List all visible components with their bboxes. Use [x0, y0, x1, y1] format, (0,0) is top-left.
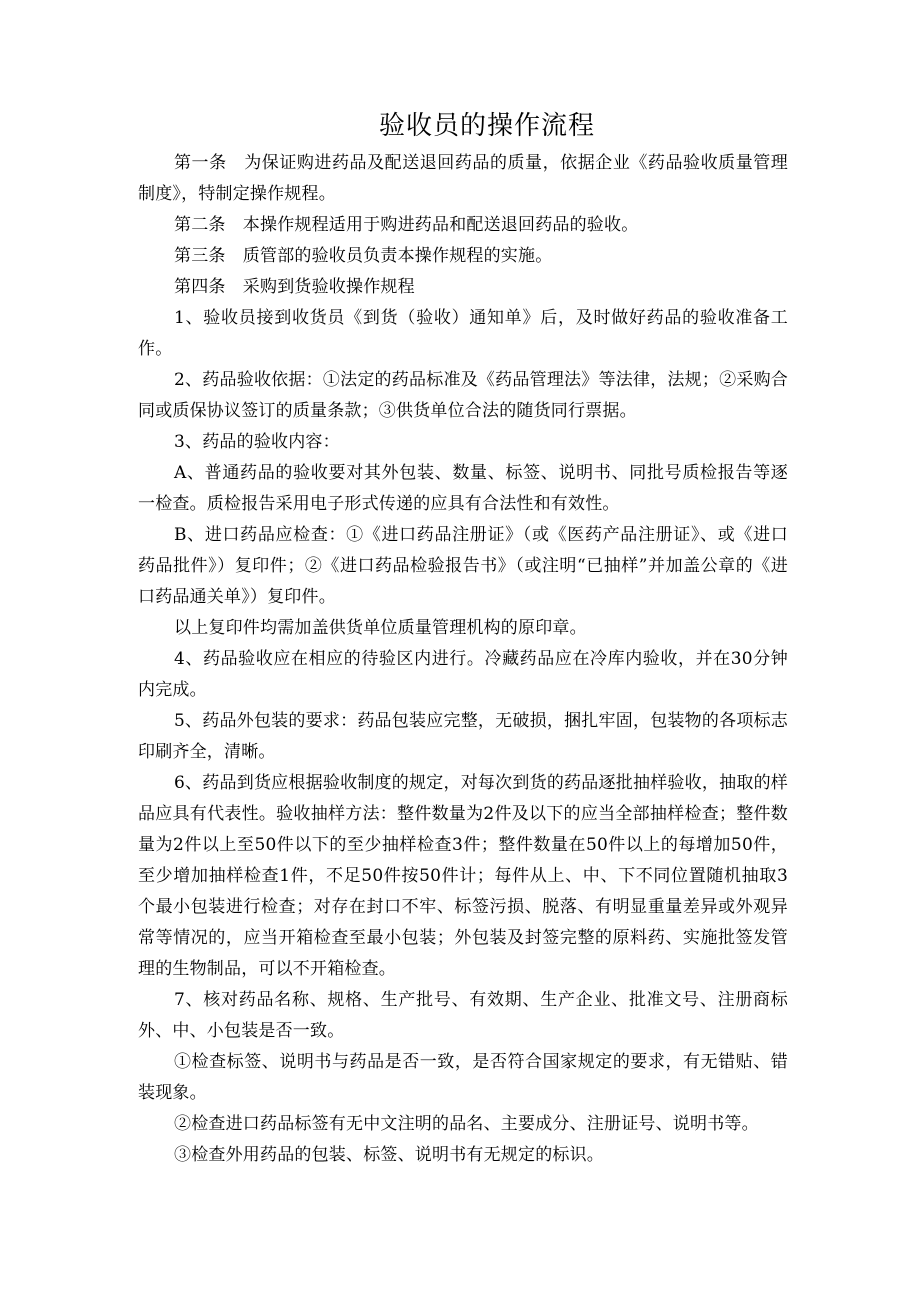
copy-seal-note: 以上复印件均需加盖供货单位质量管理机构的原印章。 — [174, 618, 587, 638]
article-2: 第二条 本操作规程适用于购进药品和配送退回药品的验收。 — [174, 215, 639, 235]
item-7: 7、核对药品名称、规格、生产批号、有效期、生产企业、批准文号、注册商标外、中、小包装是否一致。 — [138, 990, 788, 1041]
item-4: 4、药品验收应在相应的待验区内进行。冷藏药品应在冷库内验收，并在30分钟内完成。 — [138, 649, 788, 700]
document-title: 验收员的操作流程 — [378, 111, 595, 141]
item-7-sub-3: ③检查外用药品的包装、标签、说明书有无规定的标识。 — [174, 1145, 604, 1165]
item-6: 6、药品到货应根据验收制度的规定，对每次到货的药品逐批抽样验收，抽取的样品应具有代表性。验收抽样方法：整件数量为2件及以下的应当全部抽样检查；整件数量为2件以上至50件以下的至少抽样检查3件；整件数量在50件以上的每增加50件，至少增加抽样检查1件，不足50件按50件计；每件从上、中、下不同位置随机抽取3个最小包装进行检查；对存在封口不牢、标签污损、脱落、有明显重量差异或外观异常等情况的，应当开箱检查至最小包装；外包装及封签完整的原料药、实施批签发管理的生物制品，可以不开箱检查。 — [138, 773, 788, 979]
item-3-a: A、普通药品的验收要对其外包装、数量、标签、说明书、同批号质检报告等逐一检查。质检报告采用电子形式传递的应具有合法性和有效性。 — [138, 463, 788, 514]
article-4-heading: 第四条 采购到货验收操作规程 — [174, 277, 415, 297]
article-1: 第一条 为保证购进药品及配送退回药品的质量，依据企业《药品验收质量管理制度》，特制定操作规程。 — [138, 153, 788, 204]
item-7-sub-1: ①检查标签、说明书与药品是否一致，是否符合国家规定的要求，有无错贴、错装现象。 — [138, 1052, 788, 1103]
item-1: 1、验收员接到收货员《到货（验收）通知单》后，及时做好药品的验收准备工作。 — [138, 308, 788, 359]
item-3: 3、药品的验收内容： — [174, 432, 340, 452]
item-5: 5、药品外包装的要求：药品包装应完整，无破损，捆扎牢固，包装物的各项标志印刷齐全，清晰。 — [138, 711, 788, 762]
item-3-b: B、进口药品应检查：①《进口药品注册证》（或《医药产品注册证》、或《进口药品批件》）复印件；②《进口药品检验报告书》（或注明“已抽样”并加盖公章的《进口药品通关单》）复印件。 — [138, 525, 788, 607]
item-7-sub-2: ②检查进口药品标签有无中文注明的品名、主要成分、注册证号、说明书等。 — [174, 1114, 759, 1134]
document-page — [138, 106, 788, 1171]
article-3: 第三条 质管部的验收员负责本操作规程的实施。 — [174, 246, 553, 266]
item-2: 2、药品验收依据：①法定的药品标准及《药品管理法》等法律，法规；②采购合同或质保协议签订的质量条款；③供货单位合法的随货同行票据。 — [138, 370, 788, 421]
